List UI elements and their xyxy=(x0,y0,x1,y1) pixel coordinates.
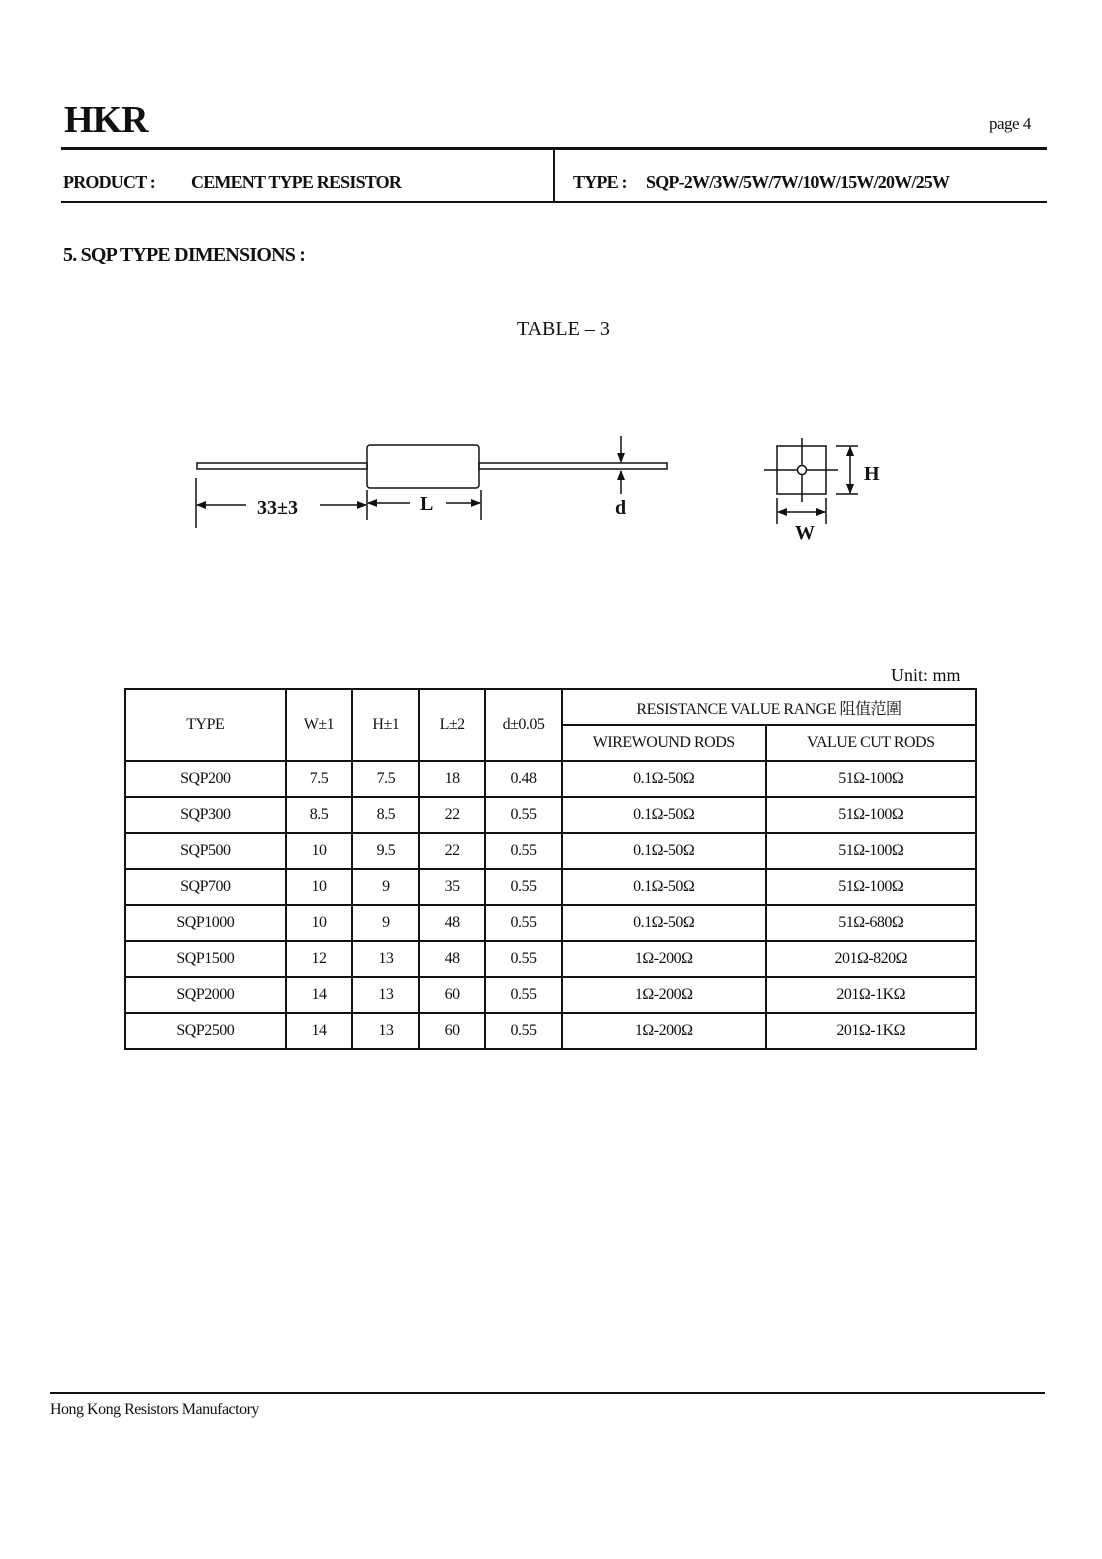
footer-rule xyxy=(50,1392,1045,1394)
cell-valuecut: 201Ω-1KΩ xyxy=(766,1013,977,1049)
type-label: TYPE : xyxy=(573,172,627,192)
cell-d: 0.55 xyxy=(485,869,562,905)
cell-valuecut: 51Ω-100Ω xyxy=(766,833,977,869)
cell-d: 0.55 xyxy=(485,833,562,869)
table-row xyxy=(125,905,976,941)
cell-h: 9 xyxy=(352,869,419,905)
cell-h: 9.5 xyxy=(352,833,419,869)
lead-right xyxy=(479,463,667,469)
cell-d: 0.55 xyxy=(485,941,562,977)
cell-w: 10 xyxy=(286,869,353,905)
cell-valuecut: 51Ω-100Ω xyxy=(766,761,977,797)
cell-d: 0.55 xyxy=(485,905,562,941)
table-row xyxy=(125,761,976,797)
cell-wirewound: 0.1Ω-50Ω xyxy=(562,833,766,869)
cell-type: SQP700 xyxy=(125,869,286,905)
cell-w: 14 xyxy=(286,1013,353,1049)
cell-wirewound: 0.1Ω-50Ω xyxy=(562,797,766,833)
cell-valuecut: 51Ω-680Ω xyxy=(766,905,977,941)
cell-l: 60 xyxy=(419,977,485,1013)
diameter-label: d xyxy=(615,497,627,519)
cell-h: 13 xyxy=(352,941,419,977)
col-header-wirewound: WIREWOUND RODS xyxy=(562,725,766,761)
cell-d: 0.55 xyxy=(485,797,562,833)
cell-wirewound: 0.1Ω-50Ω xyxy=(562,869,766,905)
footer-company-name: Hong Kong Resistors Manufactory xyxy=(50,1401,259,1418)
cell-h: 13 xyxy=(352,977,419,1013)
resistor-end-view xyxy=(764,438,858,524)
cell-type: SQP200 xyxy=(125,761,286,797)
cell-type: SQP2500 xyxy=(125,1013,286,1049)
cell-l: 60 xyxy=(419,1013,485,1049)
table-header-row xyxy=(125,689,976,725)
end-view-lead xyxy=(798,466,807,475)
cell-l: 18 xyxy=(419,761,485,797)
resistor-dimension-diagram xyxy=(0,0,1102,600)
col-header-range: RESISTANCE VALUE RANGE 阻值范圍 xyxy=(562,689,976,725)
company-logo: HKR xyxy=(64,99,148,141)
body-length-label: L xyxy=(420,493,434,515)
cell-l: 48 xyxy=(419,905,485,941)
dimensions-table xyxy=(124,688,977,1050)
cell-h: 9 xyxy=(352,905,419,941)
cell-w: 10 xyxy=(286,905,353,941)
cell-type: SQP500 xyxy=(125,833,286,869)
cell-type: SQP300 xyxy=(125,797,286,833)
resistor-body xyxy=(367,445,479,488)
cell-valuecut: 51Ω-100Ω xyxy=(766,797,977,833)
cell-valuecut: 51Ω-100Ω xyxy=(766,869,977,905)
unit-label: Unit: mm xyxy=(891,665,961,685)
cell-l: 22 xyxy=(419,797,485,833)
cell-type: SQP2000 xyxy=(125,977,286,1013)
product-label: PRODUCT : xyxy=(63,172,155,192)
cell-w: 7.5 xyxy=(286,761,353,797)
cell-w: 10 xyxy=(286,833,353,869)
cell-h: 8.5 xyxy=(352,797,419,833)
cell-d: 0.55 xyxy=(485,977,562,1013)
col-header-type: TYPE xyxy=(125,689,286,761)
cell-h: 7.5 xyxy=(352,761,419,797)
resistor-side-view xyxy=(197,445,667,488)
lead-left xyxy=(197,463,367,469)
table-row xyxy=(125,1013,976,1049)
product-value: CEMENT TYPE RESISTOR xyxy=(191,172,402,192)
cell-w: 8.5 xyxy=(286,797,353,833)
cell-type: SQP1000 xyxy=(125,905,286,941)
cell-l: 48 xyxy=(419,941,485,977)
cell-wirewound: 0.1Ω-50Ω xyxy=(562,905,766,941)
col-header-l: L±2 xyxy=(419,689,485,761)
table-row xyxy=(125,797,976,833)
table-row xyxy=(125,941,976,977)
col-header-d: d±0.05 xyxy=(485,689,562,761)
col-header-valuecut: VALUE CUT RODS xyxy=(766,725,977,761)
cell-l: 35 xyxy=(419,869,485,905)
height-label: H xyxy=(864,463,880,485)
page-number: page 4 xyxy=(989,114,1031,133)
cell-d: 0.55 xyxy=(485,1013,562,1049)
cell-valuecut: 201Ω-820Ω xyxy=(766,941,977,977)
cell-d: 0.48 xyxy=(485,761,562,797)
lead-length-label: 33±3 xyxy=(257,497,298,519)
cell-l: 22 xyxy=(419,833,485,869)
type-value: SQP-2W/3W/5W/7W/10W/15W/20W/25W xyxy=(646,172,950,192)
cell-wirewound: 1Ω-200Ω xyxy=(562,941,766,977)
cell-wirewound: 0.1Ω-50Ω xyxy=(562,761,766,797)
width-label: W xyxy=(795,522,815,544)
table-title: TABLE – 3 xyxy=(517,318,610,340)
table-row xyxy=(125,977,976,1013)
table-row xyxy=(125,869,976,905)
cell-h: 13 xyxy=(352,1013,419,1049)
cell-w: 14 xyxy=(286,977,353,1013)
table-row xyxy=(125,833,976,869)
col-header-w: W±1 xyxy=(286,689,353,761)
cell-type: SQP1500 xyxy=(125,941,286,977)
section-title: 5. SQP TYPE DIMENSIONS : xyxy=(63,244,306,266)
col-header-h: H±1 xyxy=(352,689,419,761)
cell-wirewound: 1Ω-200Ω xyxy=(562,1013,766,1049)
cell-wirewound: 1Ω-200Ω xyxy=(562,977,766,1013)
cell-w: 12 xyxy=(286,941,353,977)
cell-valuecut: 201Ω-1KΩ xyxy=(766,977,977,1013)
